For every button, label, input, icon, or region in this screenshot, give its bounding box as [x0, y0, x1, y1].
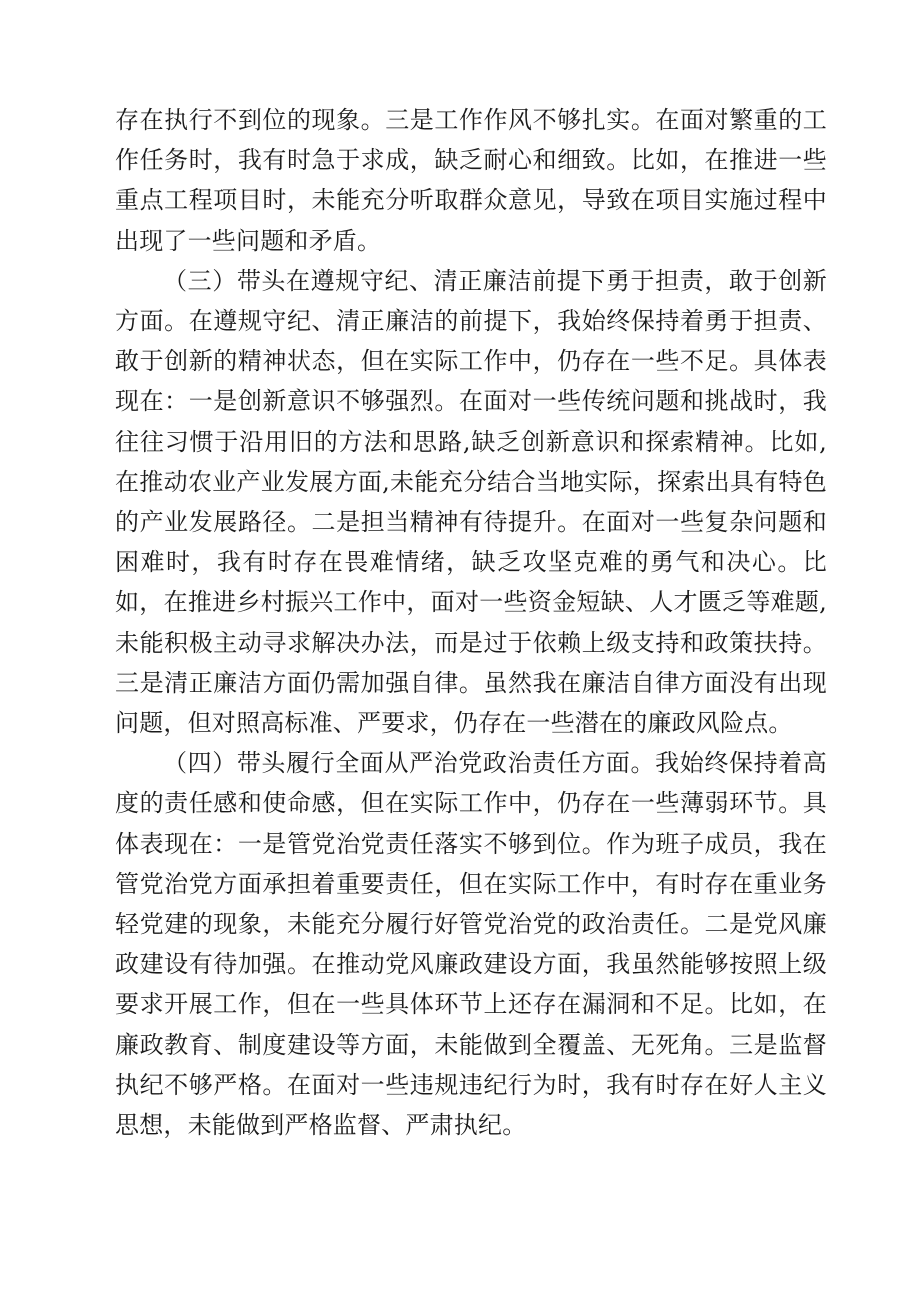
paragraph-continuation: 存在执行不到位的现象。三是工作作风不够扎实。在面对繁重的工作任务时，我有时急于求成，缺乏耐心和细致。比如，在推进一些重点工程项目时，未能充分听取群众意见，导致在项目实施过程中出现了一些问题和矛盾。 [115, 106, 827, 255]
paragraph-section-3: （三）带头在遵规守纪、清正廉洁前提下勇于担责，敢于创新方面。在遵规守纪、清正廉洁的前提下，我始终保持着勇于担责、敢于创新的精神状态，但在实际工作中，仍存在一些不足。具体表现在：一是创新意识不够强烈。在面对一些传统问题和挑战时，我往往习惯于沿用旧的方法和思路,缺乏创新意识和探索精神。比如,在推动农业产业发展方面,未能充分结合当地实际，探索出具有特色的产业发展路径。二是担当精神有待提升。在面对一些复杂问题和困难时，我有时存在畏难情绪，缺乏攻坚克难的勇气和决心。比如，在推进乡村振兴工作中，面对一些资金短缺、人才匮乏等难题,未能积极主动寻求解决办法，而是过于依赖上级支持和政策扶持。三是清正廉洁方面仍需加强自律。虽然我在廉洁自律方面没有出现问题，但对照高标准、严要求，仍存在一些潜在的廉政风险点。 [115, 266, 827, 738]
document-body [115, 100, 827, 1145]
paragraph-section-4: （四）带头履行全面从严治党政治责任方面。我始终保持着高度的责任感和使命感，但在实际工作中，仍存在一些薄弱环节。具体表现在：一是管党治党责任落实不够到位。作为班子成员，我在管党治党方面承担着重要责任，但在实际工作中，有时存在重业务轻党建的现象，未能充分履行好管党治党的政治责任。二是党风廉政建设有待加强。在推动党风廉政建设方面，我虽然能够按照上级要求开展工作，但在一些具体环节上还存在漏洞和不足。比如，在廉政教育、制度建设等方面，未能做到全覆盖、无死角。三是监督执纪不够严格。在面对一些违规违纪行为时，我有时存在好人主义思想，未能做到严格监督、严肃执纪。 [115, 749, 827, 1140]
